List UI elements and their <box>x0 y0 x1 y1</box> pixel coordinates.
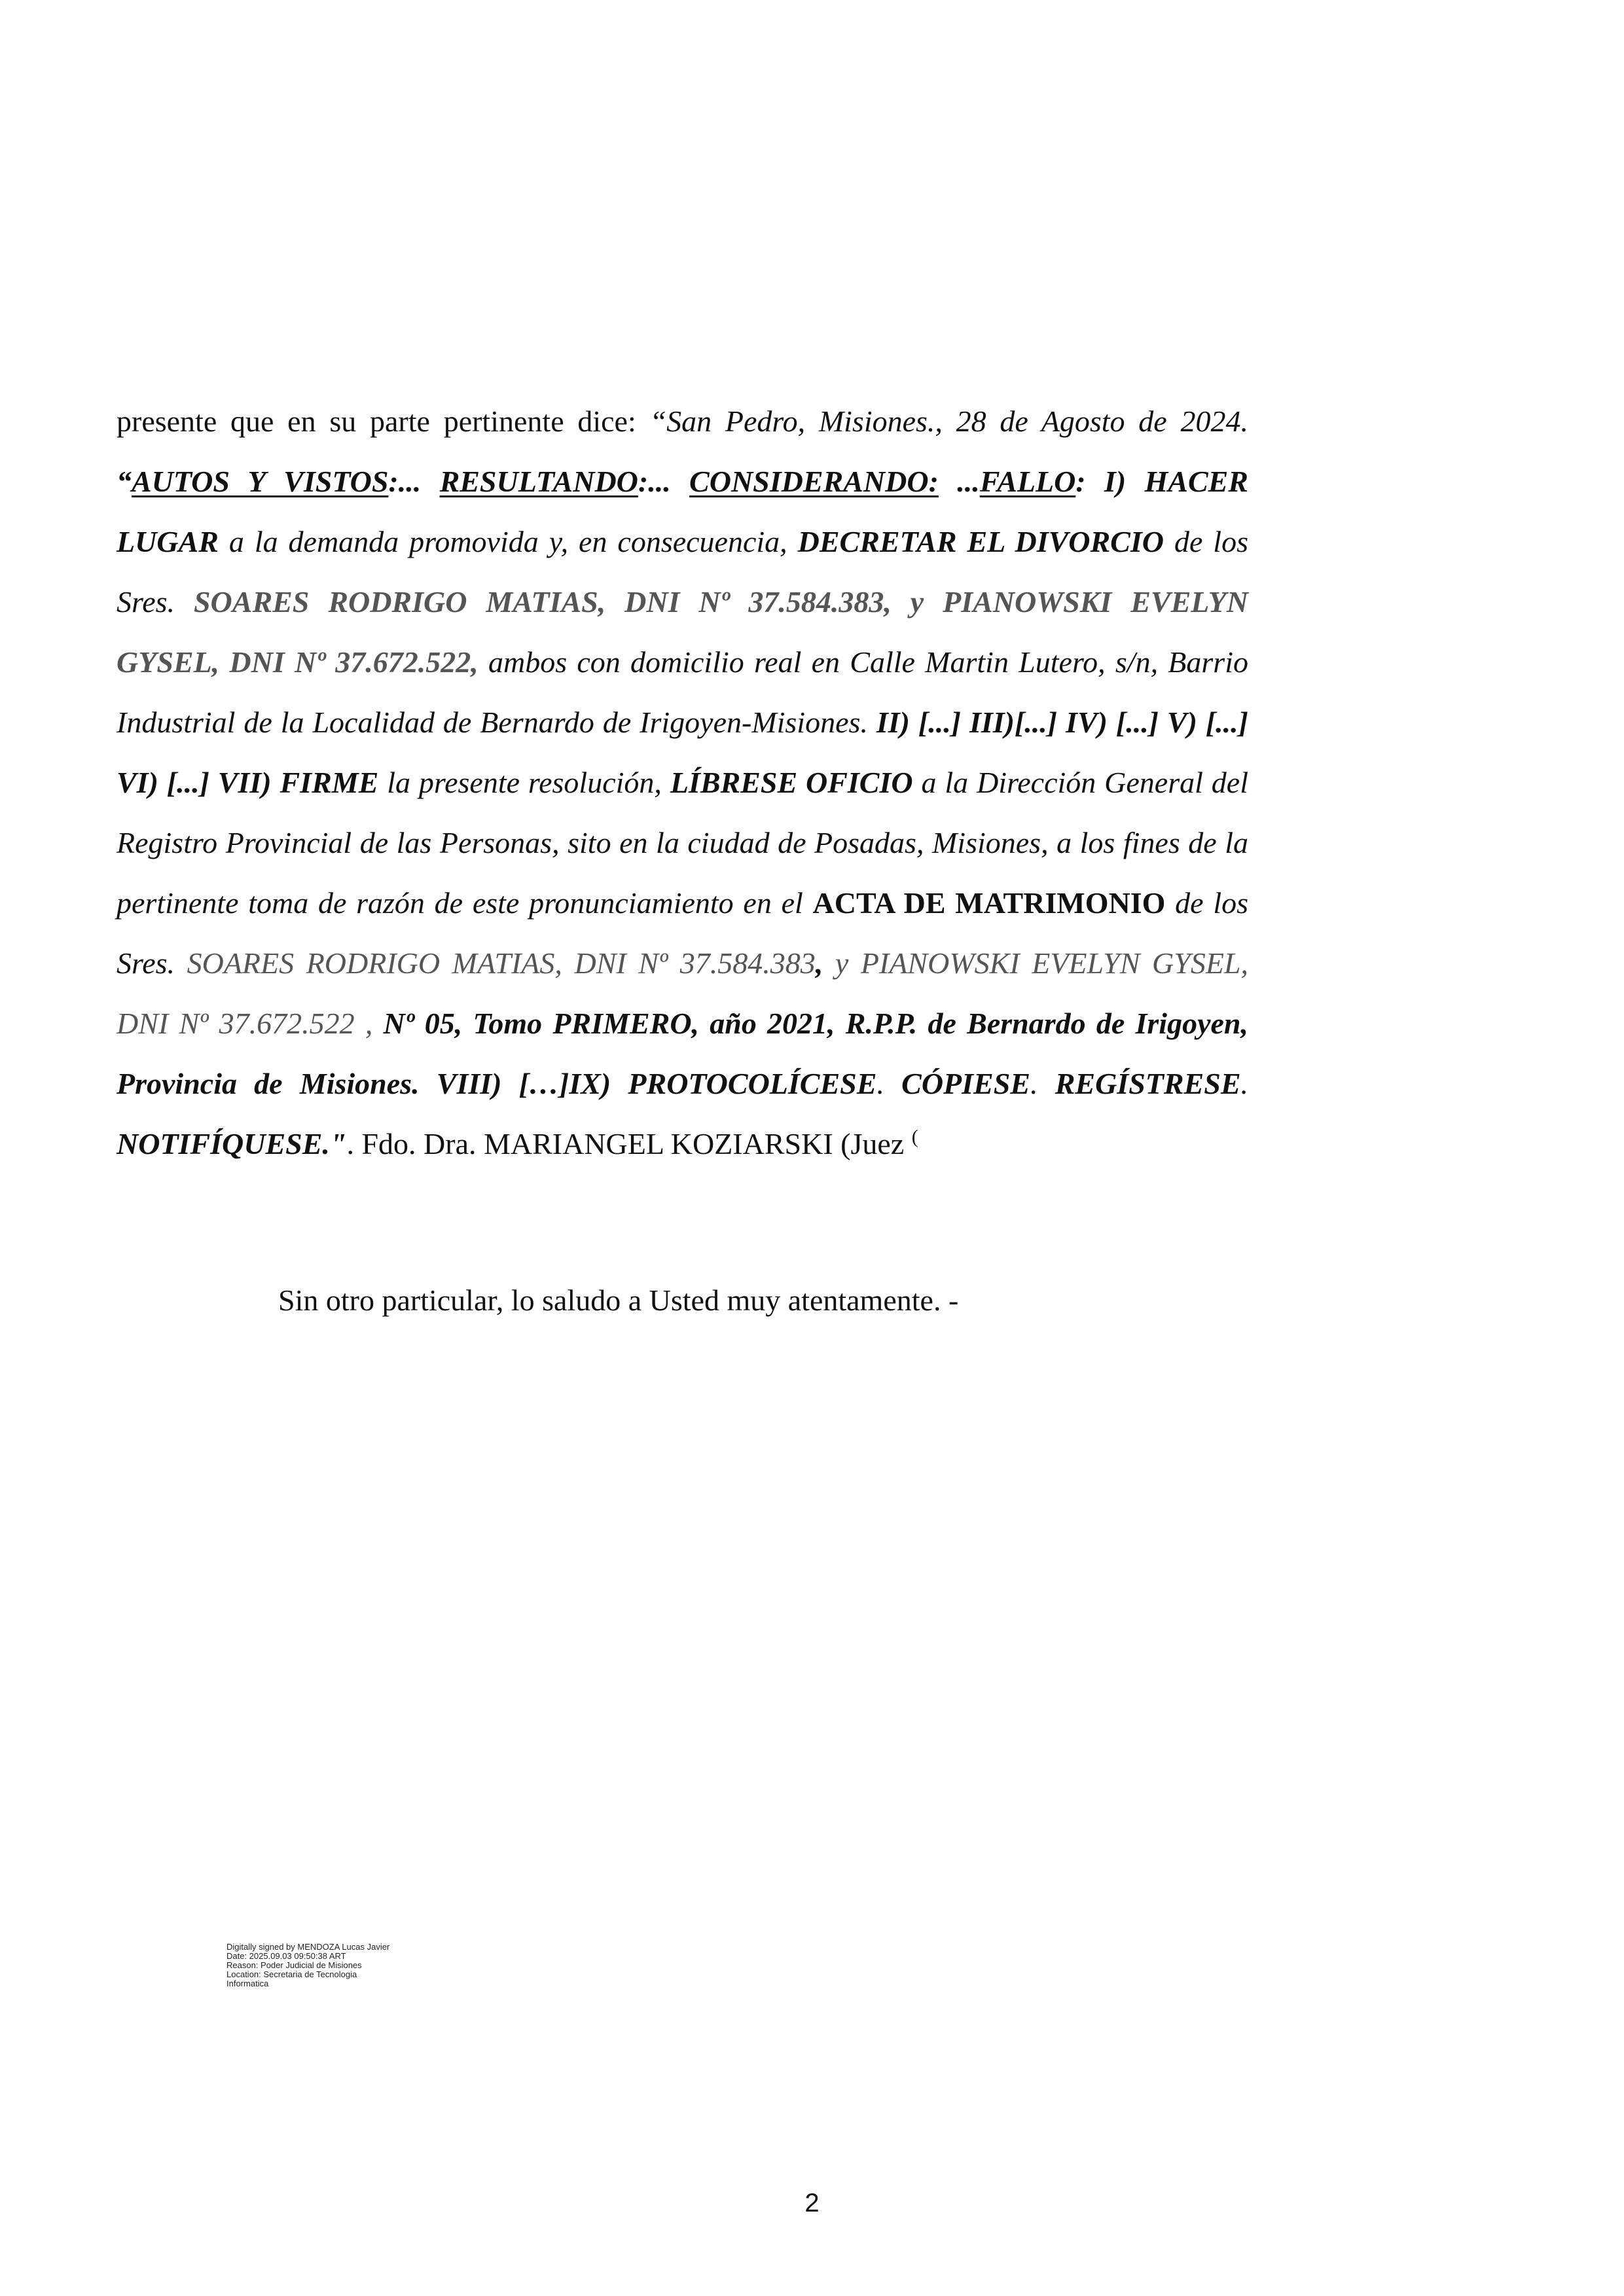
text-segment: de los Sres. <box>117 886 1248 980</box>
text-segment: ( <box>911 1126 918 1148</box>
text-segment: CÓPIESE <box>901 1067 1030 1100</box>
text-segment: la presente resolución, <box>378 766 670 799</box>
signature-line: Location: Secretaria de Tecnologia <box>226 1969 357 1979</box>
heading-resultando: RESULTANDO <box>439 465 638 498</box>
text-segment: : I) HACER LUGAR <box>117 465 1248 558</box>
page-number: 2 <box>804 2189 820 2217</box>
text-segment: “San Pedro, Misiones., 28 de Agosto de 2024. <box>649 404 1248 438</box>
text-segment: a la demanda promovida y, en consecuencia, <box>218 525 798 558</box>
heading-autos-y-vistos: AUTOS Y VISTOS <box>132 465 389 498</box>
text-segment: Nº 05, Tomo PRIMERO, año 2021, R.P.P. de Bernardo de Irigoyen, Provincia de Misiones. VIII) […]IX) PROTOCOLÍCESE <box>117 1007 1248 1100</box>
party-name: y PIANOWSKI EVELYN GYSEL, DNI Nº 37.672.522, <box>117 585 1248 679</box>
closing-line: Sin otro particular, lo saludo a Usted muy atentamente. - <box>278 1283 959 1317</box>
text-segment: , <box>815 946 835 980</box>
text-segment: . <box>876 1067 902 1100</box>
party-name: SOARES RODRIGO MATIAS, DNI Nº 37.584.383 <box>187 946 816 980</box>
text-segment: LÍBRESE OFICIO <box>670 766 913 799</box>
text-segment: ACTA DE MATRIMONIO <box>812 886 1166 920</box>
heading-considerando: CONSIDERANDO: <box>689 465 939 498</box>
text-segment: de los Sres. <box>117 525 1248 619</box>
text-segment: . Fdo. Dra. MARIANGEL KOZIARSKI (Juez <box>346 1127 912 1160</box>
text-segment: ... <box>938 465 980 498</box>
text-segment: II) [...] III)[...] IV) [...] V) [...] VI) [...] VII) FIRME <box>117 706 1249 799</box>
digital-signature-block <box>226 1943 501 1988</box>
party-name: y PIANOWSKI EVELYN GYSEL, DNI Nº 37.672.522 , <box>117 946 1249 1040</box>
party-name: SOARES RODRIGO MATIAS, DNI Nº 37.584.383, <box>193 585 892 619</box>
text-segment: “ <box>117 465 132 498</box>
text-segment: NOTIFÍQUESE." <box>117 1127 347 1160</box>
text-segment: :... <box>388 465 440 498</box>
resolution-transcript <box>117 391 1248 1174</box>
text-segment: REGÍSTRESE <box>1055 1067 1241 1100</box>
text-segment: :... <box>638 465 690 498</box>
signature-line: Informatica <box>226 1979 269 1988</box>
signature-line: Reason: Poder Judicial de Misiones <box>226 1960 362 1970</box>
text-segment: DECRETAR EL DIVORCIO <box>797 525 1164 558</box>
text-segment: . <box>1030 1067 1055 1100</box>
heading-fallo: FALLO <box>979 465 1076 498</box>
text-segment: a la Dirección General del Registro Provincial de las Personas, sito en la ciudad de Posadas, Misiones, a los fines de la pertinente toma de razón de este pronunciamiento en el <box>117 766 1248 920</box>
signature-line: Digitally signed by MENDOZA Lucas Javier <box>226 1942 390 1952</box>
text-segment: . <box>1240 1067 1248 1100</box>
signature-line: Date: 2025.09.03 09:50:38 ART <box>226 1951 346 1961</box>
text-segment: presente que en su parte pertinente dice: <box>117 404 650 438</box>
text-segment: ambos con domicilio real en Calle Martin Lutero, s/n, Barrio Industrial de la Localidad de Bernardo de Irigoyen-Misiones. <box>117 645 1248 739</box>
